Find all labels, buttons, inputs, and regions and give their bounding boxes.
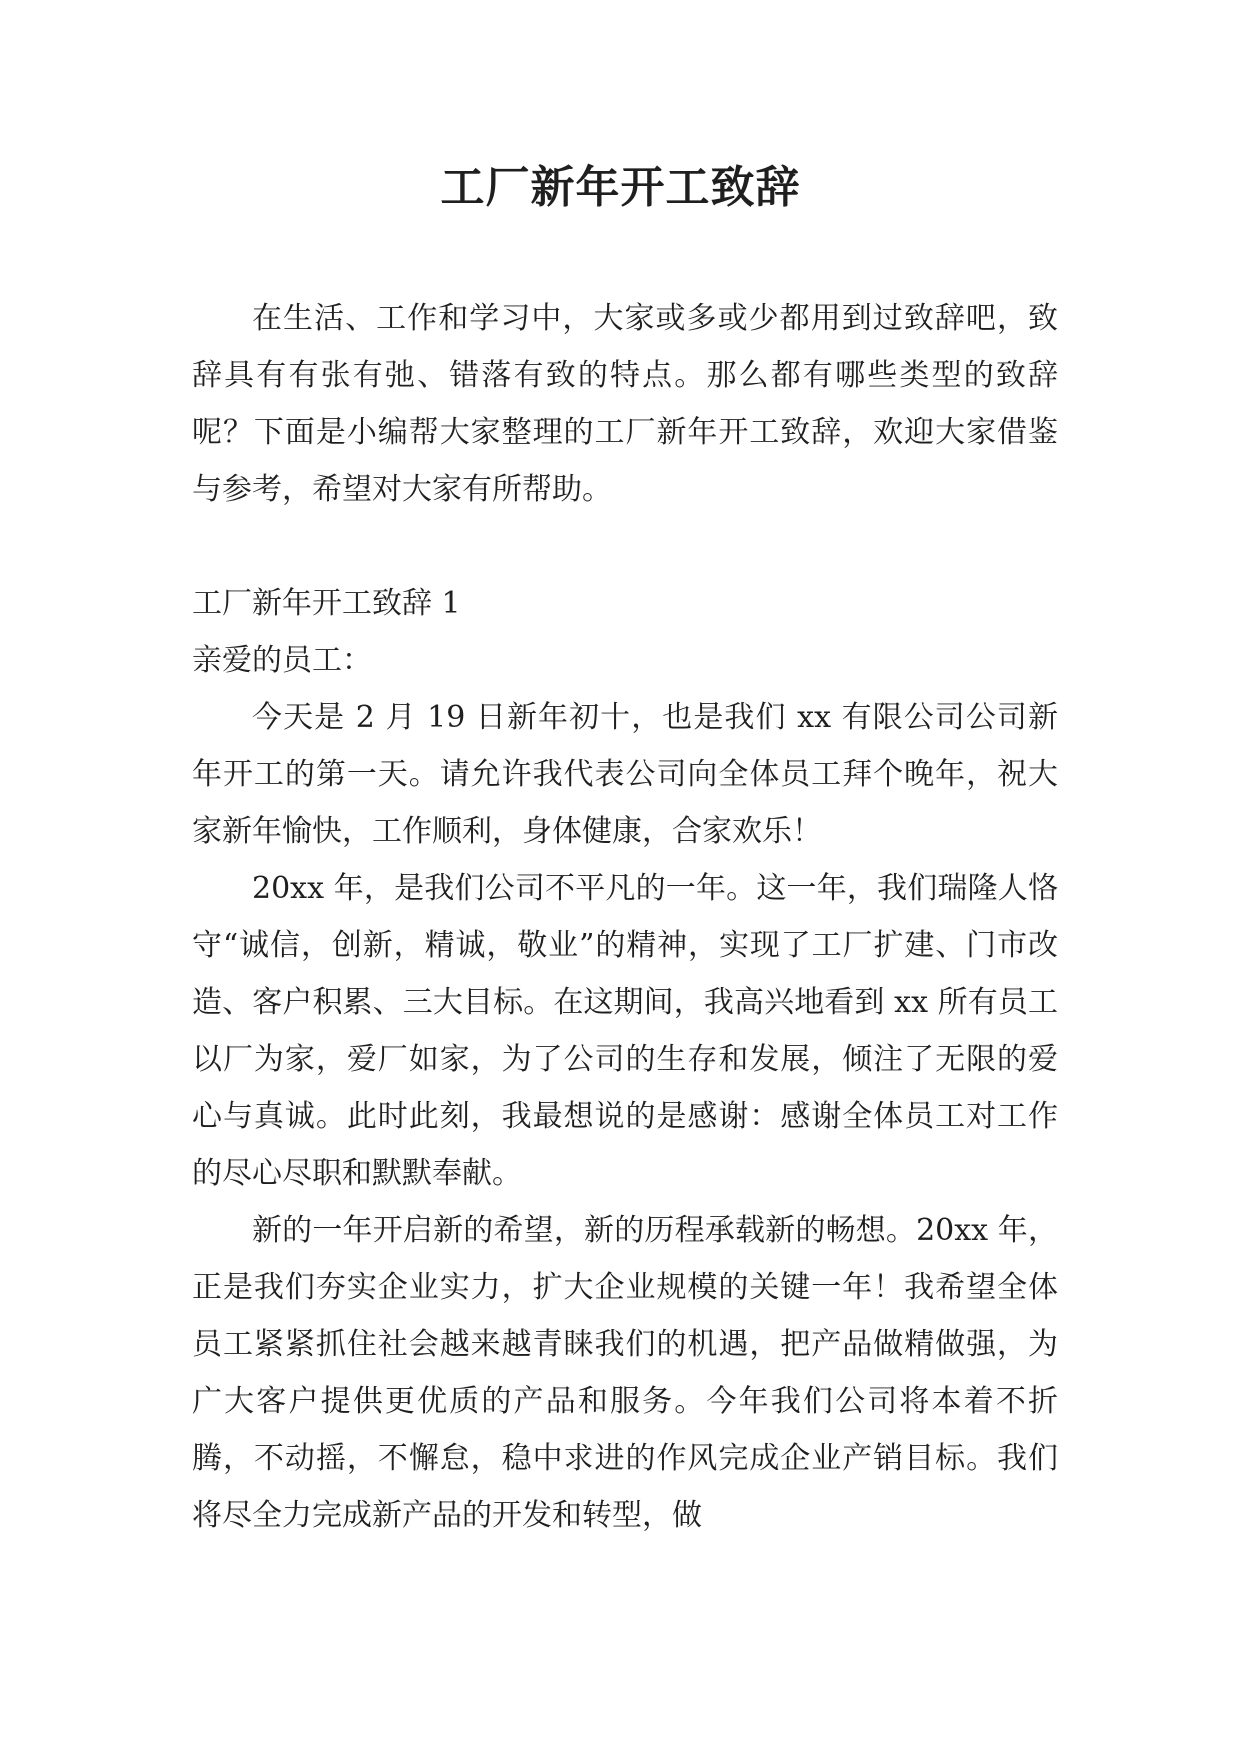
intro-paragraph: 在生活、工作和学习中，大家或多或少都用到过致辞吧，致辞具有有张有弛、错落有致的特点。那么都有哪些类型的致辞呢？下面是小编帮大家整理的工厂新年开工致辞，欢迎大家借鉴与参考，希望对大家有所帮助。: [192, 301, 1058, 507]
section-heading: 工厂新年开工致辞 1: [192, 586, 461, 621]
salutation: 亲爱的员工：: [192, 643, 372, 678]
body-paragraph-1: 今天是 2 月 19 日新年初十，也是我们 xx 有限公司公司新年开工的第一天。请允许我代表公司向全体员工拜个晚年，祝大家新年愉快，工作顺利，身体健康，合家欢乐！: [192, 700, 1058, 849]
document-body: [192, 290, 1058, 1544]
body-paragraph-2: 20xx 年，是我们公司不平凡的一年。这一年，我们瑞隆人恪守“诚信，创新，精诚，敬业”的精神，实现了工厂扩建、门市改造、客户积累、三大目标。在这期间，我高兴地看到 xx 所有员工以厂为家，爱厂如家，为了公司的生存和发展，倾注了无限的爱心与真诚。此时此刻，我最想说的是感谢：感谢全体员工对工作的尽心尽职和默默奉献。: [192, 871, 1058, 1191]
body-paragraph-3: 新的一年开启新的希望，新的历程承载新的畅想。20xx 年，正是我们夯实企业实力，扩大企业规模的关键一年！我希望全体员工紧紧抓住社会越来越青睐我们的机遇，把产品做精做强，为广大客户提供更优质的产品和服务。今年我们公司将本着不折腾，不动摇，不懈怠，稳中求进的作风完成企业产销目标。我们将尽全力完成新产品的开发和转型，做: [192, 1213, 1058, 1533]
document-title: 工厂新年开工致辞: [440, 162, 801, 213]
